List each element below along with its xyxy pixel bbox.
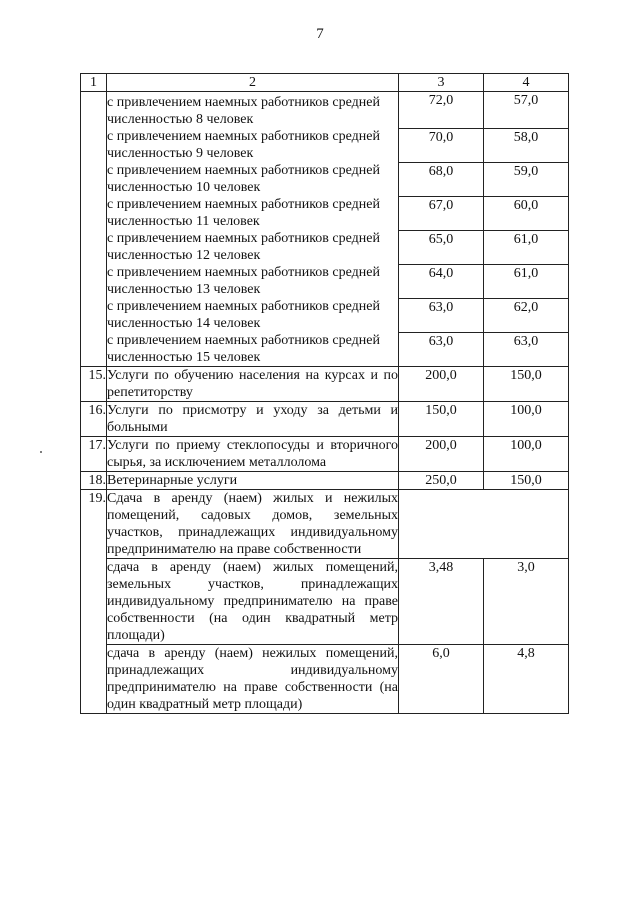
row-description: с привлечением наемных работников средней численностью 14 человек — [107, 298, 399, 332]
row-value-col3: 65,0 — [399, 230, 484, 264]
row-value-col3: 150,0 — [399, 402, 484, 437]
header-col-2: 2 — [107, 74, 399, 92]
table-header-row — [81, 74, 569, 92]
row-value-col3: 200,0 — [399, 437, 484, 472]
table-row — [81, 645, 569, 714]
row-value-col4: 60,0 — [484, 196, 569, 230]
row-description: с привлечением наемных работников средней численностью 12 человек — [107, 230, 399, 264]
tariff-table — [80, 73, 569, 714]
table-row — [81, 437, 569, 472]
row-number: 17. — [81, 437, 107, 472]
row-description: сдача в аренду (наем) жилых помещений, земельных участков, принадлежащих индивидуальному предпринимателю на праве собственности (на один квадратный метр площади) — [107, 560, 398, 643]
row-value-col4: 62,0 — [484, 298, 569, 332]
row-value-col4: 100,0 — [484, 437, 569, 472]
row-value-col4: 59,0 — [484, 162, 569, 196]
table-row — [81, 128, 569, 162]
row-description: сдача в аренду (наем) нежилых помещений, принадлежащих индивидуальному предпринимателю на праве собственности (на один квадратный метр площади) — [107, 646, 398, 712]
row-value-col4: 61,0 — [484, 230, 569, 264]
table-row — [81, 230, 569, 264]
row-value-col4: 61,0 — [484, 264, 569, 298]
row-description: Ветеринарные услуги — [107, 472, 399, 490]
row-value-col4: 100,0 — [484, 402, 569, 437]
table-row — [81, 162, 569, 196]
row-value-col3: 64,0 — [399, 264, 484, 298]
row-description: Услуги по обучению населения на курсах и по репетиторству — [107, 368, 398, 400]
row-description: с привлечением наемных работников средней численностью 10 человек — [107, 162, 399, 196]
row-value-col3: 6,0 — [399, 645, 484, 714]
row-value-col3: 200,0 — [399, 367, 484, 402]
row-value-col4: 57,0 — [484, 92, 569, 129]
row-value-col3: 67,0 — [399, 196, 484, 230]
row-value-col3: 72,0 — [399, 92, 484, 129]
row-number-empty — [81, 92, 107, 367]
row-description: с привлечением наемных работников средней численностью 13 человек — [107, 264, 399, 298]
row-value-col4: 3,0 — [484, 559, 569, 645]
row-value-col3: 250,0 — [399, 472, 484, 490]
row-value-col3: 70,0 — [399, 128, 484, 162]
row-description: с привлечением наемных работников средней численностью 9 человек — [107, 128, 399, 162]
row-value-col4: 150,0 — [484, 472, 569, 490]
row-value-col3: 3,48 — [399, 559, 484, 645]
row-description: с привлечением наемных работников средней численностью 15 человек — [107, 332, 399, 367]
header-col-4: 4 — [484, 74, 569, 92]
row-number: 16. — [81, 402, 107, 437]
row-number: 19. — [81, 490, 107, 714]
header-col-3: 3 — [399, 74, 484, 92]
table-row — [81, 559, 569, 645]
row-description: Сдача в аренду (наем) жилых и нежилых помещений, садовых домов, земельных участков, принадлежащих индивидуальному предпринимателю на праве собственности — [107, 491, 398, 557]
table-row — [81, 472, 569, 490]
table-row — [81, 367, 569, 402]
row-description: Услуги по приему стеклопосуды и вторичного сырья, за исключением металлолома — [107, 438, 398, 470]
row-number: 15. — [81, 367, 107, 402]
table-row — [81, 490, 569, 559]
row-value-col3: 68,0 — [399, 162, 484, 196]
row-value-col4: 58,0 — [484, 128, 569, 162]
row-number: 18. — [81, 472, 107, 490]
row-description: с привлечением наемных работников средней численностью 8 человек — [107, 92, 399, 129]
row-value-col4: 4,8 — [484, 645, 569, 714]
table-row — [81, 264, 569, 298]
table-row — [81, 332, 569, 367]
table-row — [81, 298, 569, 332]
row-value-empty — [399, 490, 569, 559]
table-row — [81, 402, 569, 437]
row-value-col4: 63,0 — [484, 332, 569, 367]
header-col-1: 1 — [81, 74, 107, 92]
table-row — [81, 92, 569, 129]
row-value-col3: 63,0 — [399, 332, 484, 367]
page-number: 7 — [316, 26, 324, 42]
row-value-col4: 150,0 — [484, 367, 569, 402]
scan-artifact-dot — [40, 451, 42, 453]
table-row — [81, 196, 569, 230]
row-description: с привлечением наемных работников средней численностью 11 человек — [107, 196, 399, 230]
row-description: Услуги по присмотру и уходу за детьми и больными — [107, 403, 398, 435]
row-value-col3: 63,0 — [399, 298, 484, 332]
